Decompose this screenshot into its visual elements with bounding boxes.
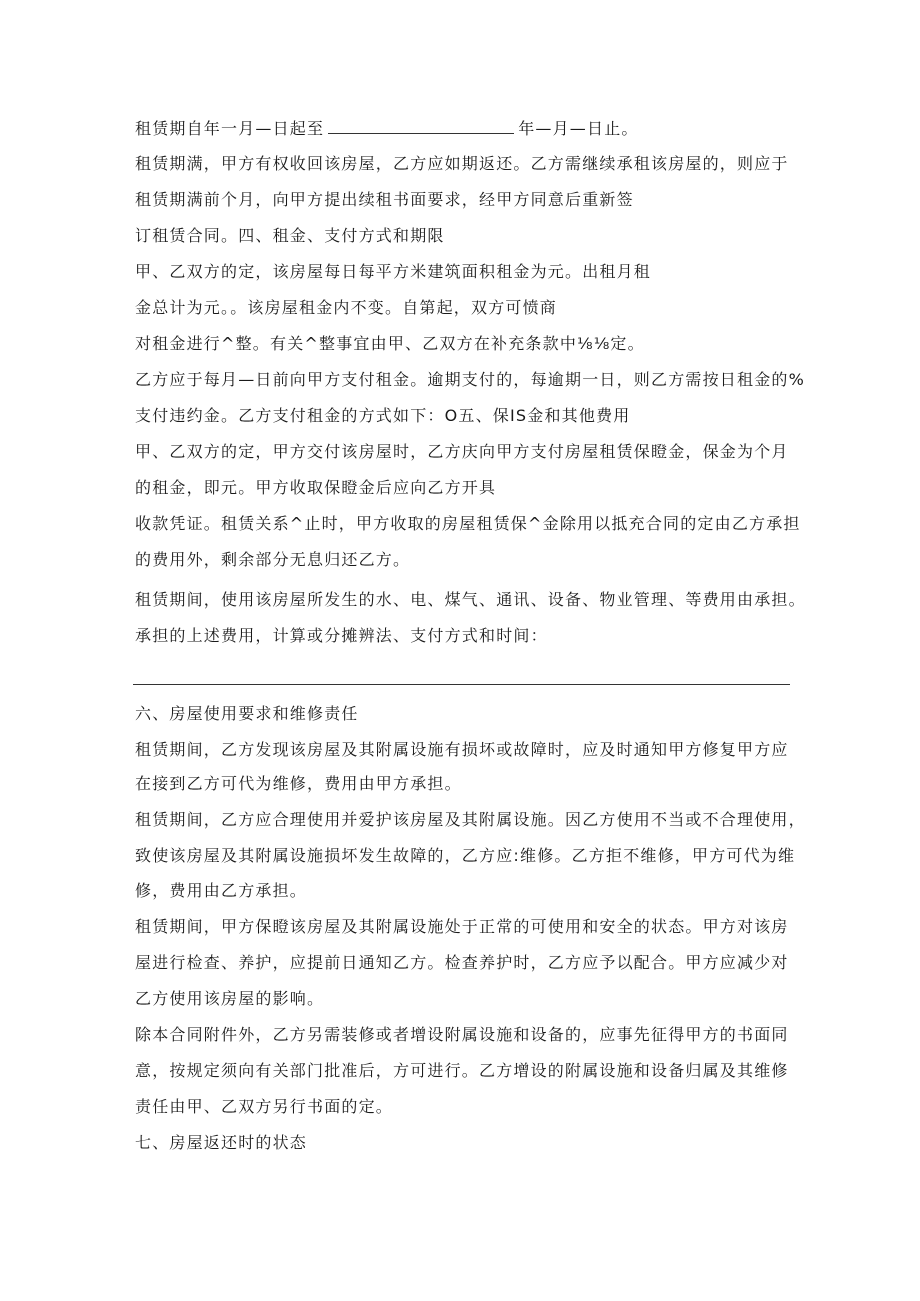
paragraph-line: 支付违约金。乙方支付租金的方式如下：O五、保IS金和其他费用 xyxy=(135,406,631,425)
paragraph-line: 订租赁合同。四、租金、支付方式和期限 xyxy=(135,226,445,245)
paragraph-line: 的费用外，剩余部分无息归还乙方。 xyxy=(135,550,411,569)
paragraph-line: 的租金，即元。甲方收取保瞪金后应向乙方开具 xyxy=(135,478,497,497)
paragraph-line: 甲、乙双方的定，该房屋每日每平方米建筑面积租金为元。出租月租 xyxy=(135,262,652,281)
paragraph-line: 责任由甲、乙双方另行书面的定。 xyxy=(135,1097,394,1116)
lease-term-end-text: 年—月—日止。 xyxy=(518,119,639,138)
paragraph-line: 意，按规定须向有关部门批准后，方可进行。乙方增设的附属设施和设备归属及其维修 xyxy=(135,1061,789,1080)
paragraph-line: 租赁期间，使用该房屋所发生的水、电、煤气、通讯、设备、物业管理、等费用由承担。 xyxy=(135,590,806,609)
section-heading: 六、房屋使用要求和维修责任 xyxy=(135,704,359,723)
paragraph-line: 致使该房屋及其附属设施损坏发生故障的，乙方应:维修。乙方拒不维修，甲方可代为维 xyxy=(135,846,796,865)
paragraph-line: 租赁期满，甲方有权收回该房屋，乙方应如期返还。乙方需继续承租该房屋的，则应于 xyxy=(135,154,789,173)
paragraph-line: 乙方应于每月—日前向甲方支付租金。逾期支付的，每逾期一日，则乙方需按日租金的% xyxy=(135,370,806,389)
paragraph-line: 租赁期间，乙方发现该房屋及其附属设施有损坏或故障时，应及时通知甲方修复甲方应 xyxy=(135,740,789,759)
paragraph-line: 乙方使用该房屋的影响。 xyxy=(135,989,325,1008)
paragraph-line: 屋进行检查、养护，应提前日通知乙方。检查养护时，乙方应予以配合。甲方应减少对 xyxy=(135,953,789,972)
paragraph-line: 在接到乙方可代为维修，费用由甲方承担。 xyxy=(135,774,462,793)
lease-term-start-text: 租赁期自年一月—日起至 xyxy=(135,119,325,138)
paragraph-line: 承担的上述费用，计算或分摊辨法、支付方式和时间： xyxy=(135,626,548,645)
lease-term-line xyxy=(135,117,639,140)
paragraph-line: 收款凭证。租赁关系^止时，甲方收取的房屋租赁保^金除用以抵充合同的定由乙方承担 xyxy=(135,514,801,533)
section-heading: 七、房屋返还时的状态 xyxy=(135,1133,308,1152)
lease-term-end-blank xyxy=(328,117,514,134)
fill-in-blank-line xyxy=(133,684,790,685)
paragraph-line: 租赁期间，甲方保瞪该房屋及其附属设施处于正常的可使用和安全的状态。甲方对该房 xyxy=(135,917,789,936)
paragraph-line: 甲、乙双方的定，甲方交付该房屋时，乙方庆向甲方支付房屋租赁保瞪金，保金为个月 xyxy=(135,442,789,461)
paragraph-line: 金总计为元。。该房屋租金内不变。自第起，双方可愤商 xyxy=(135,298,558,317)
paragraph-line: 修，费用由乙方承担。 xyxy=(135,881,308,900)
paragraph-line: 租赁期满前个月，向甲方提出续租书面要求，经甲方同意后重新签 xyxy=(135,190,634,209)
paragraph-line: 租赁期间，乙方应合理使用并爱护该房屋及其附属设施。因乙方使用不当或不合理使用， xyxy=(135,810,806,829)
paragraph-line: 对租金进行^整。有关^整事宜由甲、乙双方在补充条款中⅛⅛定。 xyxy=(135,334,645,353)
paragraph-line: 除本合同附件外，乙方另需装修或者增设附属设施和设备的，应事先征得甲方的书面同 xyxy=(135,1025,789,1044)
